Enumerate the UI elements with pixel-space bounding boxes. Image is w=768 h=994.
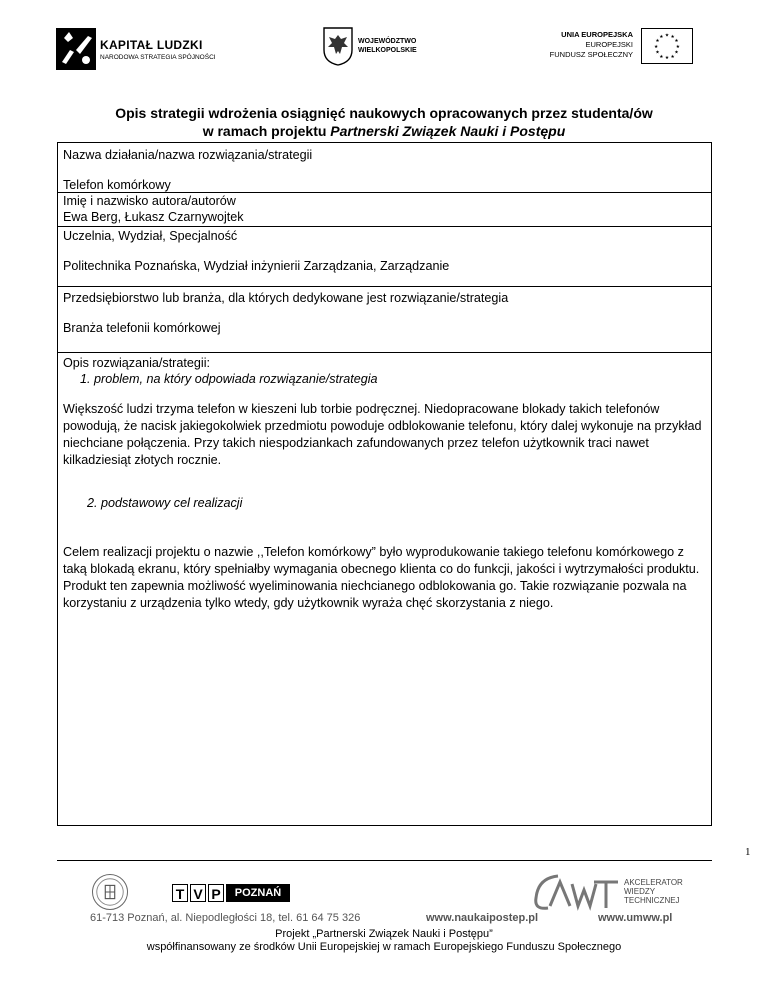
eu-logo [505,28,695,66]
awt-line3: TECHNICZNEJ [624,896,680,905]
value-university: Politechnika Poznańska, Wydział inżynierii Zarządzania, Zarządzanie [63,259,450,273]
item-problem: 1. problem, na który odpowiada rozwiązanie/strategia [80,372,378,386]
university-seal-icon [92,874,128,910]
awt-mark-icon [528,868,620,912]
label-solution-name: Nazwa działania/nazwa rozwiązania/strategii [63,148,313,162]
footer-project-line2: współfinansowany ze środków Unii Europejskiej w ramach Europejskiego Funduszu Społecznego [146,941,622,953]
awt-line2: WIEDZY [624,887,656,896]
item-goal: 2. podstawowy cel realizacji [87,496,243,510]
value-industry: Branża telefonii komórkowej [63,321,221,335]
awt-logo [528,868,688,914]
eu-line1: UNIA EUROPEJSKA [561,30,633,39]
tvp-city: POZNAŃ [226,884,290,902]
strategy-form [57,142,712,826]
eu-line3: FUNDUSZ SPOŁECZNY [549,50,633,59]
eu-flag-icon [641,28,693,64]
footer-website-nauka[interactable]: www.naukaipostep.pl [426,912,539,924]
tvp-letter-v: V [190,884,206,902]
tvp-poznan-logo [172,884,290,902]
eu-line2: EUROPEJSKI [585,40,633,49]
label-authors: Imię i nazwisko autora/autorów [63,194,236,208]
svg-text:★: ★ [659,54,664,60]
eu-text [550,30,633,60]
section-industry [58,287,711,353]
kapital-ludzki-logo [56,28,216,72]
svg-text:★: ★ [670,54,675,60]
svg-text:★: ★ [674,39,679,45]
eagle-crest-icon [322,26,354,66]
svg-text:★: ★ [664,33,670,39]
section-university [58,227,711,287]
wielkopolskie-line2: WIELKOPOLSKIE [358,47,417,54]
footer-address: 61-713 Poznań, al. Niepodległości 18, tel. 61 64 75 326 [90,912,361,924]
awt-line1: AKCELERATOR [624,878,683,887]
section-description [58,353,711,825]
paragraph-problem: Większość ludzi trzyma telefon w kieszeni lub torbie podręcznej. Niedopracowane blokady takich telefonów powodują, że nacisk jakiegokolwiek przedmiotu powoduje odblokowanie telefonu, który dalej wykonuje na przykład niechciane połączenia. Przy takich niespodziankach zafundowanych przez telefon użytkownik traci nawet kilkadziesiąt złotych rocznie. [63,402,702,467]
footer-website-umww[interactable]: www.umww.pl [598,912,673,924]
awt-text [624,878,683,905]
svg-text:★: ★ [654,44,659,50]
page-number: 1 [745,846,751,858]
svg-text:★: ★ [675,44,680,50]
title-line2-prefix: w ramach projektu [202,123,331,139]
kapital-ludzki-title: KAPITAŁ LUDZKI [100,38,203,52]
tvp-letter-t: T [172,884,188,902]
wielkopolskie-line1: WOJEWÓDZTWO [358,38,417,45]
svg-text:★: ★ [664,56,670,62]
footer-project-info [0,928,768,954]
footer-project-line1: Projekt „Partnerski Związek Nauki i Postępu” [275,928,493,940]
label-industry: Przedsiębiorstwo lub branża, dla których dedykowane jest rozwiązanie/strategia [63,291,509,305]
section-solution-name [58,143,711,193]
footer-divider [57,860,712,861]
title-line2 [0,122,768,140]
wielkopolskie-text [358,37,417,55]
tvp-letter-p: P [208,884,224,902]
kapital-ludzki-mark-icon [56,28,96,70]
svg-text:★: ★ [659,34,664,40]
svg-text:★: ★ [655,39,660,45]
document-title [0,104,768,140]
svg-text:★: ★ [655,50,660,56]
svg-text:★: ★ [670,34,675,40]
label-university: Uczelnia, Wydział, Specjalność [63,229,238,243]
svg-text:★: ★ [674,50,679,56]
value-solution-name: Telefon komórkowy [63,178,171,192]
paragraph-goal: Celem realizacji projektu o nazwie ,,Telefon komórkowy” było wyprodukowanie takiego telefonu komórkowego z taką blokadą ekranu, który spełniałby wymagania obecnego klienta co do funkcji, jakości i wytrzymałości produktu. Produkt ten zapewnia możliwość wyeliminowania niechcianego odblokowania go. Takie rozwiązanie pozwala na korzystaniu z urządzenia tylko wtedy, gdy użytkownik wyraża chęć skorzystania z niego. [63,545,700,610]
kapital-ludzki-subtitle: NARODOWA STRATEGIA SPÓJNOŚCI [100,54,216,61]
value-authors: Ewa Berg, Łukasz Czarnywojtek [63,210,244,224]
title-project-name: Partnerski Związek Nauki i Postępu [330,123,566,139]
label-description: Opis rozwiązania/strategii: [63,356,210,370]
section-authors [58,193,711,227]
title-line1: Opis strategii wdrożenia osiągnięć naukowych opracowanych przez studenta/ów [115,105,653,121]
wielkopolskie-logo [322,26,442,70]
